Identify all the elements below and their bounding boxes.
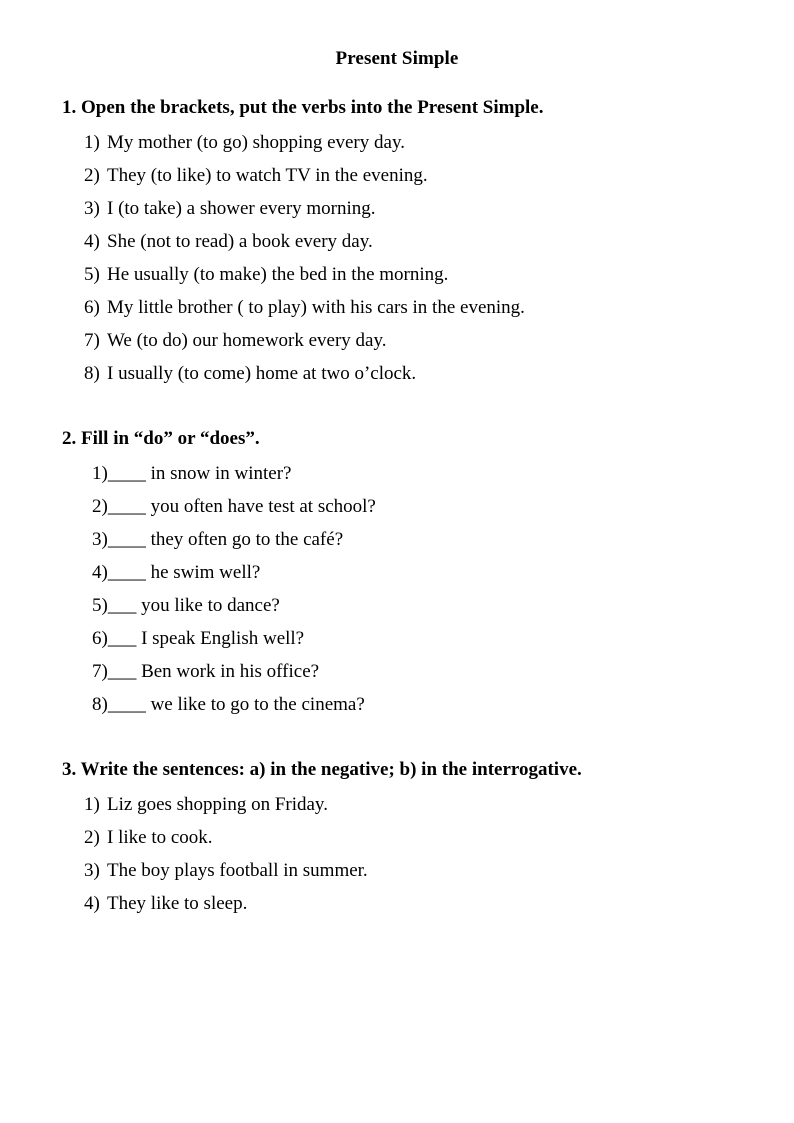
exercise-section-1: [0, 94, 794, 390]
item-number: 3): [84, 198, 100, 219]
list-item: [0, 192, 794, 225]
item-number: 6): [84, 297, 100, 318]
item-number: 5): [84, 264, 100, 285]
item-text: ____ they often go to the café?: [107, 529, 344, 550]
item-number: 7): [92, 661, 108, 682]
item-text: I like to cook.: [107, 827, 213, 848]
item-number: 8): [92, 694, 108, 715]
exercise-3-item-list: [0, 788, 794, 920]
item-text: Liz goes shopping on Friday.: [107, 794, 328, 815]
item-number: 5): [92, 595, 108, 616]
item-number: 1): [84, 132, 100, 153]
item-text: My mother (to go) shopping every day.: [107, 132, 405, 153]
list-item: [0, 589, 794, 622]
item-text: I usually (to come) home at two o’clock.: [107, 363, 417, 384]
item-text: ___ you like to dance?: [107, 595, 280, 616]
list-item: [0, 788, 794, 821]
item-text: ___ Ben work in his office?: [107, 661, 320, 682]
list-item: [0, 126, 794, 159]
list-item: [0, 523, 794, 556]
item-text: ____ you often have test at school?: [107, 496, 376, 517]
list-item: [0, 622, 794, 655]
item-number: 2): [84, 165, 100, 186]
item-text: The boy plays football in summer.: [107, 860, 368, 881]
item-number: 2): [92, 496, 108, 517]
list-item: [0, 457, 794, 490]
item-number: 4): [84, 231, 100, 252]
list-item: [0, 258, 794, 291]
exercise-3-heading: 3. Write the sentences: a) in the negative; b) in the interrogative.: [62, 759, 582, 780]
item-number: 4): [92, 562, 108, 583]
item-number: 7): [84, 330, 100, 351]
page-title: Present Simple: [335, 48, 459, 69]
exercise-section-2: [0, 425, 794, 721]
item-number: 1): [92, 463, 108, 484]
list-item: [0, 324, 794, 357]
item-text: ____ he swim well?: [107, 562, 261, 583]
item-text: ____ we like to go to the cinema?: [107, 694, 365, 715]
list-item: [0, 821, 794, 854]
list-item: [0, 159, 794, 192]
list-item: [0, 490, 794, 523]
item-text: She (not to read) a book every day.: [107, 231, 373, 252]
item-number: 3): [92, 529, 108, 550]
item-number: 8): [84, 363, 100, 384]
list-item: [0, 688, 794, 721]
exercise-section-3: [0, 756, 794, 920]
item-text: ____ in snow in winter?: [107, 463, 292, 484]
item-text: ___ I speak English well?: [107, 628, 305, 649]
list-item: [0, 225, 794, 258]
list-item: [0, 291, 794, 324]
item-number: 4): [84, 893, 100, 914]
item-text: They like to sleep.: [107, 893, 248, 914]
item-number: 2): [84, 827, 100, 848]
exercise-2-heading: 2. Fill in “do” or “does”.: [62, 428, 260, 449]
exercise-1-heading: 1. Open the brackets, put the verbs into the Present Simple.: [62, 97, 544, 118]
exercise-2-item-list: [0, 457, 794, 721]
exercise-1-item-list: [0, 126, 794, 390]
list-item: [0, 655, 794, 688]
list-item: [0, 556, 794, 589]
item-text: I (to take) a shower every morning.: [107, 198, 376, 219]
item-number: 1): [84, 794, 100, 815]
item-text: My little brother ( to play) with his cars in the evening.: [107, 297, 525, 318]
item-text: They (to like) to watch TV in the evening.: [107, 165, 428, 186]
item-text: We (to do) our homework every day.: [107, 330, 387, 351]
item-number: 3): [84, 860, 100, 881]
list-item: [0, 854, 794, 887]
item-number: 6): [92, 628, 108, 649]
list-item: [0, 887, 794, 920]
list-item: [0, 357, 794, 390]
item-text: He usually (to make) the bed in the morning.: [107, 264, 449, 285]
